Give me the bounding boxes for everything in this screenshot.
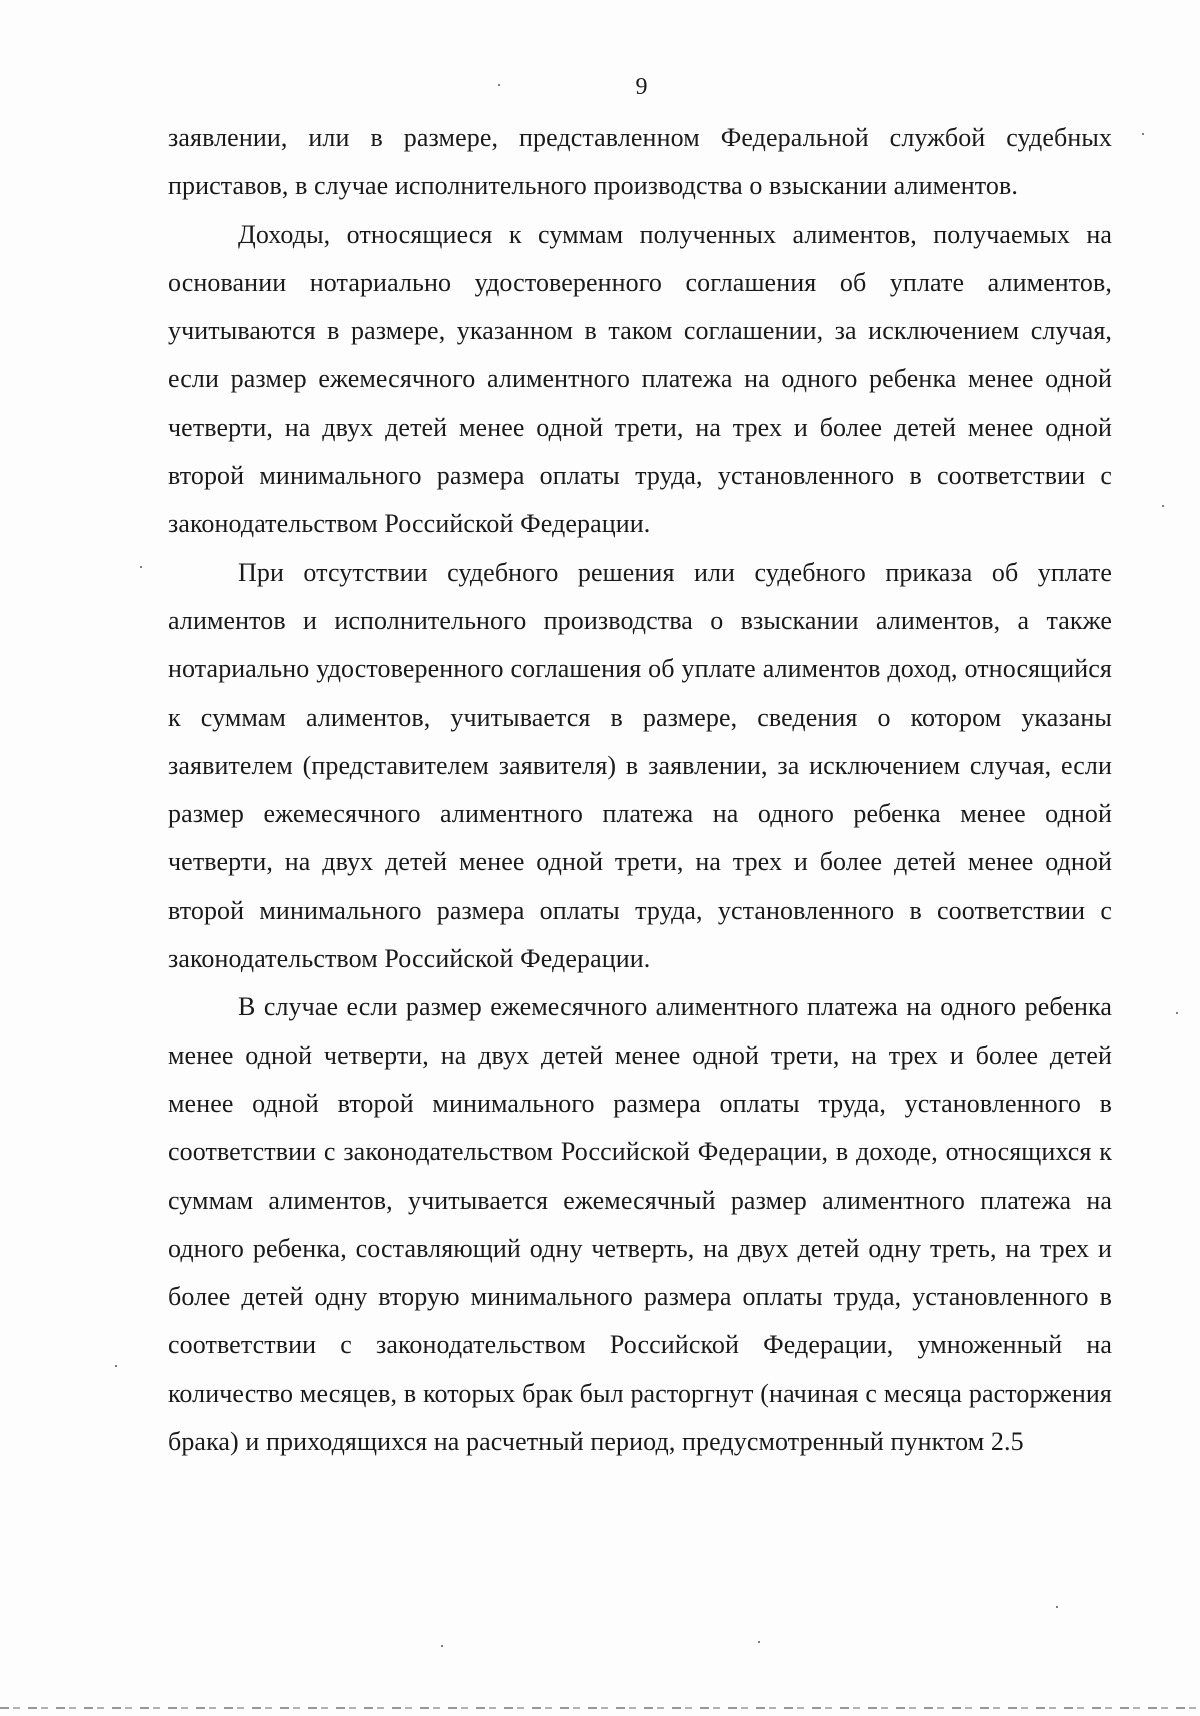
paragraph-alimony-agreement: Доходы, относящиеся к суммам полученных алиментов, получаемых на основании нотариально удостоверенного соглашения об уплате алиментов, учитываются в размере, указанном в таком соглашении, за исключением случая, если размер ежемесячного алиментного платежа на одного ребенка менее одной четверти, на двух детей менее одной трети, на трех и более детей менее одной второй минимального размера оплаты труда, установленного в соответствии с законодательством Российской Федерации. (168, 219, 1112, 539)
scan-speck (498, 84, 500, 86)
scan-speck (1176, 1012, 1178, 1014)
scan-speck (115, 1365, 117, 1367)
scan-speck (1162, 505, 1164, 507)
paragraph-no-court-decision: При отсутствии судебного решения или судебного приказа об уплате алиментов и исполнительного производства о взыскании алиментов, а также нотариально удостоверенного соглашения об уплате алиментов доход, относящийся к суммам алиментов, учитывается в размере, сведения о котором указаны заявителем (представителем заявителя) в заявлении, за исключением случая, если размер ежемесячного алиментного платежа на одного ребенка менее одной четверти, на двух детей менее одной трети, на трех и более детей менее одной второй минимального размера оплаты труда, установленного в соответствии с законодательством Российской Федерации. (168, 557, 1112, 974)
paragraph-minimum-payment: В случае если размер ежемесячного алиментного платежа на одного ребенка менее одной четверти, на двух детей менее одной трети, на трех и более детей менее одной второй минимального размера оплаты труда, установленного в соответствии с законодательством Российской Федерации, в доходе, относящихся к суммам алиментов, учитывается ежемесячный размер алиментного платежа на одного ребенка, составляющий одну четверть, на двух детей одну треть, на трех и более детей одну вторую минимального размера оплаты труда, установленного в соответствии с законодательством Российской Федерации, умноженный на количество месяцев, в которых брак был расторгнут (начиная с месяца расторжения брака) и приходящихся на расчетный период, предусмотренный пунктом 2.5 (168, 992, 1112, 1457)
scan-speck (758, 1641, 760, 1643)
scan-speck (1142, 133, 1144, 135)
scan-edge-line (0, 1707, 1200, 1709)
document-body (168, 114, 1112, 1466)
scan-speck (441, 1645, 443, 1647)
page-number: 9 (635, 74, 648, 100)
paragraph-continuation: заявлении, или в размере, представленном Федеральной службой судебных приставов, в случае исполнительного производства о взыскании алиментов. (168, 123, 1112, 201)
scan-speck (140, 566, 142, 568)
scan-speck (1056, 1606, 1058, 1608)
